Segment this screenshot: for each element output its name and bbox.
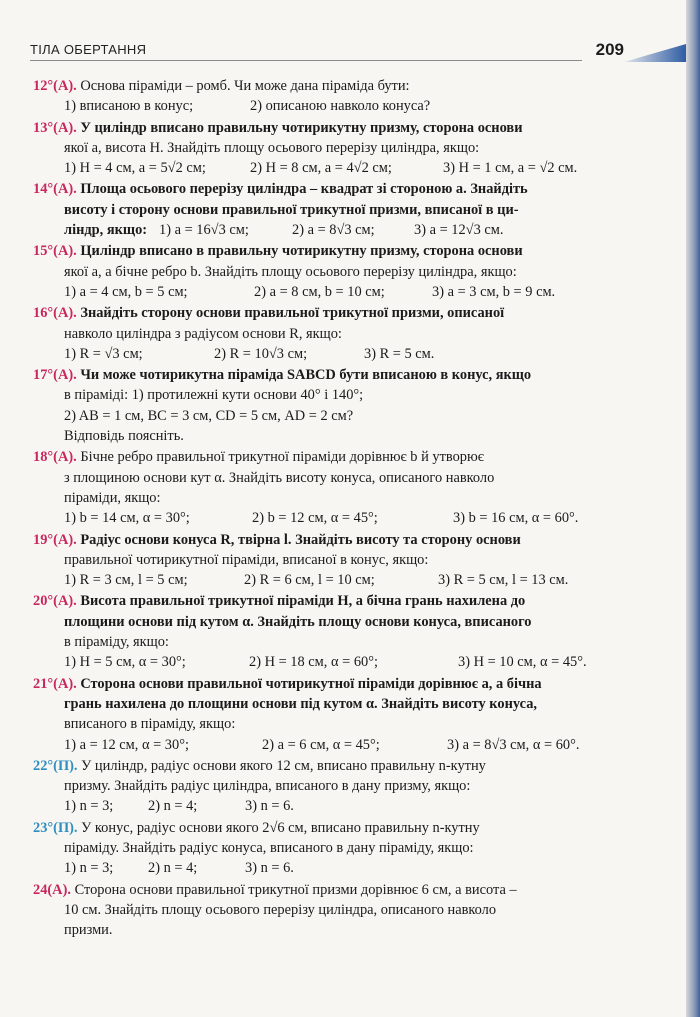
- answer-option: 1) n = 3;: [64, 798, 114, 815]
- answer-option: 1) вписаною в конус;: [64, 98, 194, 115]
- answer-option: 3) R = 5 см.: [364, 345, 435, 362]
- answer-option: 3) H = 10 см, α = 45°.: [458, 654, 587, 671]
- problem-text-line: вписаного в піраміду, якщо:: [64, 716, 236, 733]
- problem-text-line: У циліндр вписано правильну чотирикутну призму, сторона основи: [80, 119, 523, 136]
- answer-option: 3) n = 6.: [245, 798, 294, 815]
- problem-text-line: призми.: [64, 922, 113, 939]
- problem-number: 19°(А).: [33, 531, 77, 548]
- problem-text-line: піраміди, якщо:: [64, 489, 161, 506]
- problem-number: 23°(П).: [33, 819, 78, 836]
- problem-number: 13°(А).: [33, 119, 77, 136]
- answer-option: 2) b = 12 см, α = 45°;: [252, 510, 378, 527]
- answer-option: 1) H = 5 см, α = 30°;: [64, 654, 186, 671]
- problem-text-line: Відповідь поясніть.: [64, 428, 184, 445]
- problem-text-line: правильної чотирикутної піраміди, вписаної в конус, якщо:: [64, 551, 429, 568]
- problem-17: [33, 365, 627, 446]
- problem-text-line: в піраміді: 1) протилежні кути основи 40° і 140°;: [64, 387, 364, 404]
- problem-number: 12°(А).: [33, 78, 77, 94]
- answer-option: 3) b = 16 см, α = 60°.: [453, 510, 579, 527]
- problem-21: [33, 674, 627, 755]
- problem-text-line: призму. Знайдіть радіус циліндра, вписаного в дану призму, якщо:: [64, 778, 471, 795]
- problem-14: [33, 179, 627, 240]
- problem-number: 20°(А).: [33, 593, 77, 610]
- answer-option: 2) H = 18 см, α = 60°;: [249, 654, 378, 671]
- page-header: [30, 40, 686, 62]
- problem-text-line: Сторона основи правильної чотирикутної піраміди дорівнює a, а бічна: [80, 675, 542, 692]
- problem-number: 17°(А).: [33, 367, 77, 384]
- answer-option: 3) R = 5 см, l = 13 см.: [438, 572, 569, 589]
- problem-text-line: навколо циліндра з радіусом основи R, якщо:: [64, 325, 342, 342]
- problem-text-line: Сторона основи правильної трикутної призми дорівнює 6 см, а висота –: [74, 881, 517, 898]
- answer-option: 1) a = 4 см, b = 5 см;: [64, 283, 188, 300]
- problem-number: 21°(А).: [33, 675, 77, 692]
- problem-16: [33, 303, 627, 364]
- answer-option: 2) H = 8 см, a = 4√2 см;: [250, 160, 392, 177]
- problem-text-line: У циліндр, радіус основи якого 12 см, вписано правильну n-кутну: [81, 757, 486, 774]
- problem-text-line: Чи може чотирикутна піраміда SABCD бути вписаною в конус, якщо: [80, 367, 532, 384]
- answer-option: 3) a = 3 см, b = 9 см.: [432, 283, 556, 300]
- answer-option: 2) a = 8√3 см;: [292, 222, 375, 239]
- problem-text-line: 2) AB = 1 см, BC = 3 см, CD = 5 см, AD = 2 см?: [64, 407, 354, 424]
- problem-number: 15°(А).: [33, 243, 77, 260]
- answer-option: 3) n = 6.: [245, 860, 294, 877]
- answer-option: 1) a = 12 см, α = 30°;: [64, 736, 189, 753]
- answer-option: 2) a = 8 см, b = 10 см;: [254, 283, 385, 300]
- answer-option: 2) a = 6 см, α = 45°;: [262, 736, 380, 753]
- problem-text-line: піраміду. Знайдіть радіус конуса, вписаного в дану піраміду, якщо:: [64, 839, 474, 856]
- problem-15: [33, 241, 627, 302]
- problem-number: 18°(А).: [33, 449, 77, 466]
- answer-option: 1) R = 3 см, l = 5 см;: [64, 572, 188, 589]
- problem-text-line: в піраміду, якщо:: [64, 634, 169, 651]
- problem-text-line: Висота правильної трикутної піраміди H, а бічна грань нахилена до: [80, 593, 526, 610]
- problem-22: [33, 756, 627, 817]
- page-edge-decoration: [686, 0, 700, 1017]
- problem-text-line: Радіус основи конуса R, твірна l. Знайдіть висоту та сторону основи: [80, 531, 521, 548]
- problem-text-line: грань нахилена до площини основи під кутом α. Знайдіть висоту конуса,: [64, 695, 538, 712]
- answer-option: 1) H = 4 см, a = 5√2 см;: [64, 160, 206, 177]
- problem-list: [33, 76, 627, 941]
- problem-text-line: У конус, радіус основи якого 2√6 см, вписано правильну n-кутну: [81, 819, 480, 836]
- header-tab-decoration: [624, 44, 686, 62]
- problem-23: [33, 818, 627, 879]
- page-number: 209: [595, 40, 624, 59]
- problem-text-line: Знайдіть сторону основи правильної трикутної призми, описаної: [80, 305, 505, 322]
- problem-text-line: якої a, а бічне ребро b. Знайдіть площу осьового перерізу циліндра, якщо:: [64, 263, 517, 280]
- problem-20: [33, 591, 627, 672]
- answer-option: 3) a = 8√3 см, α = 60°.: [447, 736, 580, 753]
- section-title: ТІЛА ОБЕРТАННЯ: [30, 42, 147, 57]
- answer-option: 1) n = 3;: [64, 860, 114, 877]
- answer-option: 3) H = 1 см, a = √2 см.: [443, 160, 578, 177]
- problem-12: [33, 76, 627, 117]
- problem-text-line: Бічне ребро правильної трикутної піраміди дорівнює b й утворює: [80, 449, 484, 466]
- answer-option: 3) a = 12√3 см.: [414, 222, 504, 239]
- answer-option: 1) b = 14 см, α = 30°;: [64, 510, 190, 527]
- problem-text-line: Циліндр вписано в правильну чотирикутну призму, сторона основи: [80, 243, 523, 260]
- problem-text-line: Площа осьового перерізу циліндра – квадрат зі стороною a. Знайдіть: [80, 181, 528, 198]
- answer-option: 2) n = 4;: [148, 798, 198, 815]
- problem-text-line: площини основи під кутом α. Знайдіть площу основи конуса, вписаного: [64, 613, 532, 630]
- answer-option: 2) описаною навколо конуса?: [250, 98, 431, 115]
- answer-option: 1) R = √3 см;: [64, 345, 143, 362]
- problem-text-line: Основа піраміди – ромб. Чи може дана піраміда бути:: [80, 78, 410, 94]
- problem-text-line: висоту і сторону основи правильної трикутної призми, вписаної в ци-: [64, 201, 519, 218]
- answer-option: 2) n = 4;: [148, 860, 198, 877]
- header-rule: [30, 60, 582, 61]
- answer-option: 2) R = 6 см, l = 10 см;: [244, 572, 375, 589]
- problem-number: 16°(А).: [33, 305, 77, 322]
- problem-number: 24(А).: [33, 881, 71, 898]
- problem-18: [33, 447, 627, 528]
- problem-text-line: 10 см. Знайдіть площу осьового перерізу циліндра, описаного навколо: [64, 901, 497, 918]
- problem-24: [33, 880, 627, 941]
- problem-19: [33, 530, 627, 591]
- answer-option: 1) a = 16√3 см;: [159, 222, 249, 239]
- problem-text-line: якої a, висота H. Знайдіть площу осьового перерізу циліндра, якщо:: [64, 139, 480, 156]
- problem-text-line: з площиною основи кут α. Знайдіть висоту конуса, описаного навколо: [64, 469, 495, 486]
- answer-option: 2) R = 10√3 см;: [214, 345, 308, 362]
- problem-number: 22°(П).: [33, 757, 78, 774]
- answer-lead: ліндр, якщо:: [64, 222, 148, 239]
- problem-13: [33, 118, 627, 179]
- problem-number: 14°(А).: [33, 181, 77, 198]
